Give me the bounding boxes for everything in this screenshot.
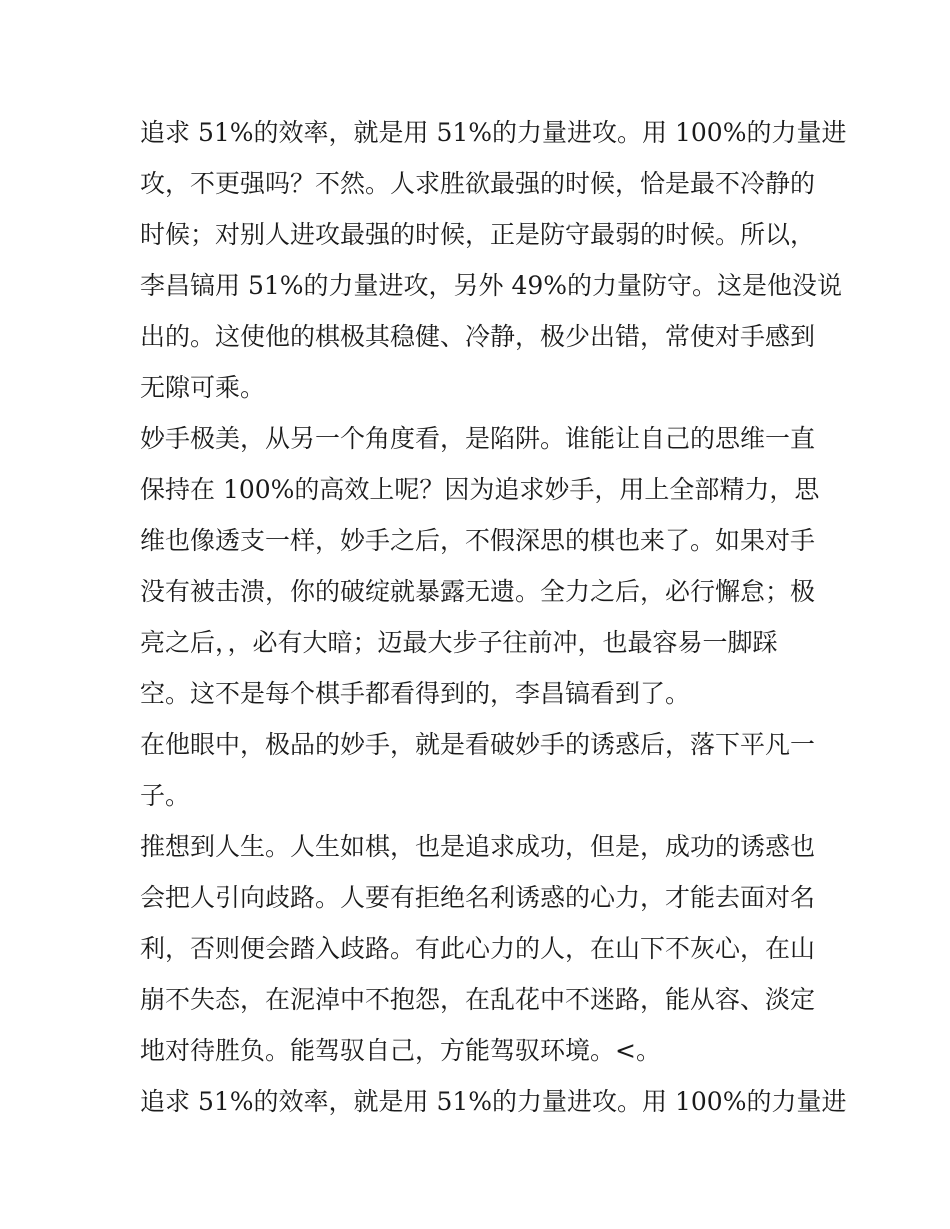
text-line: 亮之后，，必有大暗；迈最大步子往前冲，也最容易一脚踩	[140, 628, 778, 657]
text-line: 利，否则便会踏入歧路。有此心力的人，在山下不灰心，在山	[140, 934, 816, 963]
text-line: 追求 51%的效率，就是用 51%的力量进攻。用 100%的力量进	[140, 1087, 847, 1116]
text-line: 时候；对别人进攻最强的时候，正是防守最弱的时候。所以，	[140, 220, 816, 249]
text-line: 李昌镐用 51%的力量进攻，另外 49%的力量防守。这是他没说	[140, 271, 843, 300]
text-line: 无隙可乘。	[140, 373, 266, 402]
text-line: 会把人引向歧路。人要有拒绝名利诱惑的心力，才能去面对名	[140, 883, 816, 912]
text-line: 在他眼中，极品的妙手，就是看破妙手的诱惑后，落下平凡一	[140, 730, 816, 759]
text-line: 崩不失态，在泥淖中不抱怨，在乱花中不迷路，能从容、淡定	[140, 985, 816, 1014]
text-line: 子。	[140, 781, 191, 810]
text-line: 追求 51%的效率，就是用 51%的力量进攻。用 100%的力量进	[140, 118, 847, 147]
text-line: 保持在 100%的高效上呢？因为追求妙手，用上全部精力，思	[140, 475, 820, 504]
text-line: 攻，不更强吗？不然。人求胜欲最强的时候，恰是最不冷静的	[140, 169, 816, 198]
text-line: 出的。这使他的棋极其稳健、冷静，极少出错，常使对手感到	[140, 322, 816, 351]
text-line: 推想到人生。人生如棋，也是追求成功，但是，成功的诱惑也	[140, 832, 816, 861]
text-line: 维也像透支一样，妙手之后，不假深思的棋也来了。如果对手	[140, 526, 816, 555]
text-line: 地对待胜负。能驾驭自己，方能驾驭环境。<。	[140, 1036, 661, 1065]
text-line: 没有被击溃，你的破绽就暴露无遗。全力之后，必行懈怠；极	[140, 577, 816, 606]
text-line: 妙手极美，从另一个角度看，是陷阱。谁能让自己的思维一直	[140, 424, 816, 453]
document-body	[140, 107, 847, 1127]
text-line: 空。这不是每个棋手都看得到的，李昌镐看到了。	[140, 679, 691, 708]
